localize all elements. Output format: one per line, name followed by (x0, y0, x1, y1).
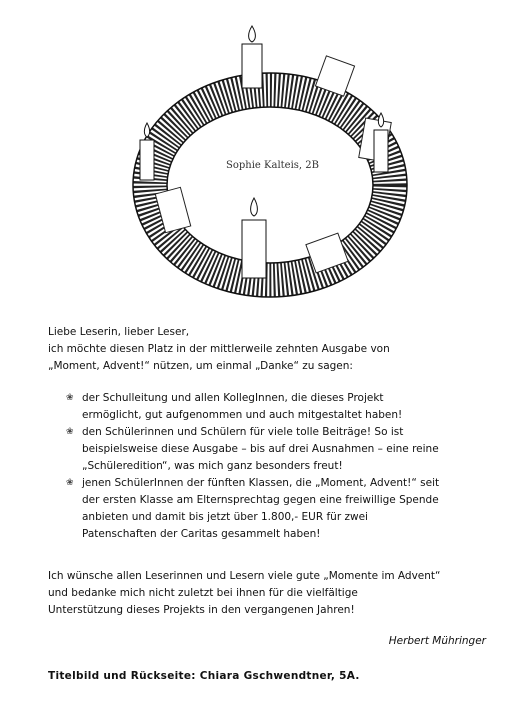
list-item-line: jenen SchülerInnen der fünften Klassen, die „Moment, Advent!“ seit (82, 477, 440, 489)
candle-left (140, 123, 154, 180)
list-item-line: Patenschaften der Caritas gesammelt haben! (82, 528, 321, 540)
candle-bottom (242, 198, 266, 278)
flower-bullet-icon: ❀ (66, 478, 74, 488)
list-item-line: ermöglicht, gut aufgenommen und auch mitgestaltet haben! (82, 409, 403, 421)
greeting-line: „Moment, Advent!“ nützen, um einmal „Danke“ zu sagen: (48, 360, 353, 372)
list-item (66, 390, 486, 424)
greeting-line: ich möchte diesen Platz in der mittlerweile zehnten Ausgabe von (48, 343, 390, 355)
greeting-line: Liebe Leserin, lieber Leser, (48, 326, 190, 338)
list-item (66, 424, 486, 475)
list-item-line: der ersten Klasse am Elternsprechtag gegen eine freiwillige Spende (82, 494, 439, 506)
signature: Herbert Mühringer (388, 635, 486, 647)
closing-line: und bedanke mich nicht zuletzt bei ihnen für die vielfältige (48, 587, 358, 599)
image-credits: Titelbild und Rückseite: Chiara Gschwendtner, 5A. (48, 670, 360, 682)
flower-bullet-icon: ❀ (66, 393, 74, 403)
list-item-line: „Schüleredition“, was mich ganz besonders freut! (82, 460, 343, 472)
letter-closing (48, 568, 488, 619)
list-item-line: den Schülerinnen und Schülern für viele tolle Beiträge! So ist (82, 426, 404, 438)
letter-greeting (48, 324, 488, 375)
thanks-list (66, 390, 486, 543)
list-item-line: beispielsweise diese Ausgabe – bis auf drei Ausnahmen – eine reine (82, 443, 439, 455)
flower-bullet-icon: ❀ (66, 427, 74, 437)
closing-line: Unterstützung dieses Projekts in den vergangenen Jahren! (48, 604, 355, 616)
illustration-caption: Sophie Kalteis, 2B (226, 160, 319, 171)
list-item (66, 475, 486, 543)
list-item-line: der Schulleitung und allen KollegInnen, die dieses Projekt (82, 392, 384, 404)
list-item-line: anbieten und damit bis jetzt über 1.800,- EUR für zwei (82, 511, 368, 523)
candle-top (242, 26, 262, 88)
closing-line: Ich wünsche allen Leserinnen und Lesern viele gute „Momente im Advent“ (48, 570, 441, 582)
